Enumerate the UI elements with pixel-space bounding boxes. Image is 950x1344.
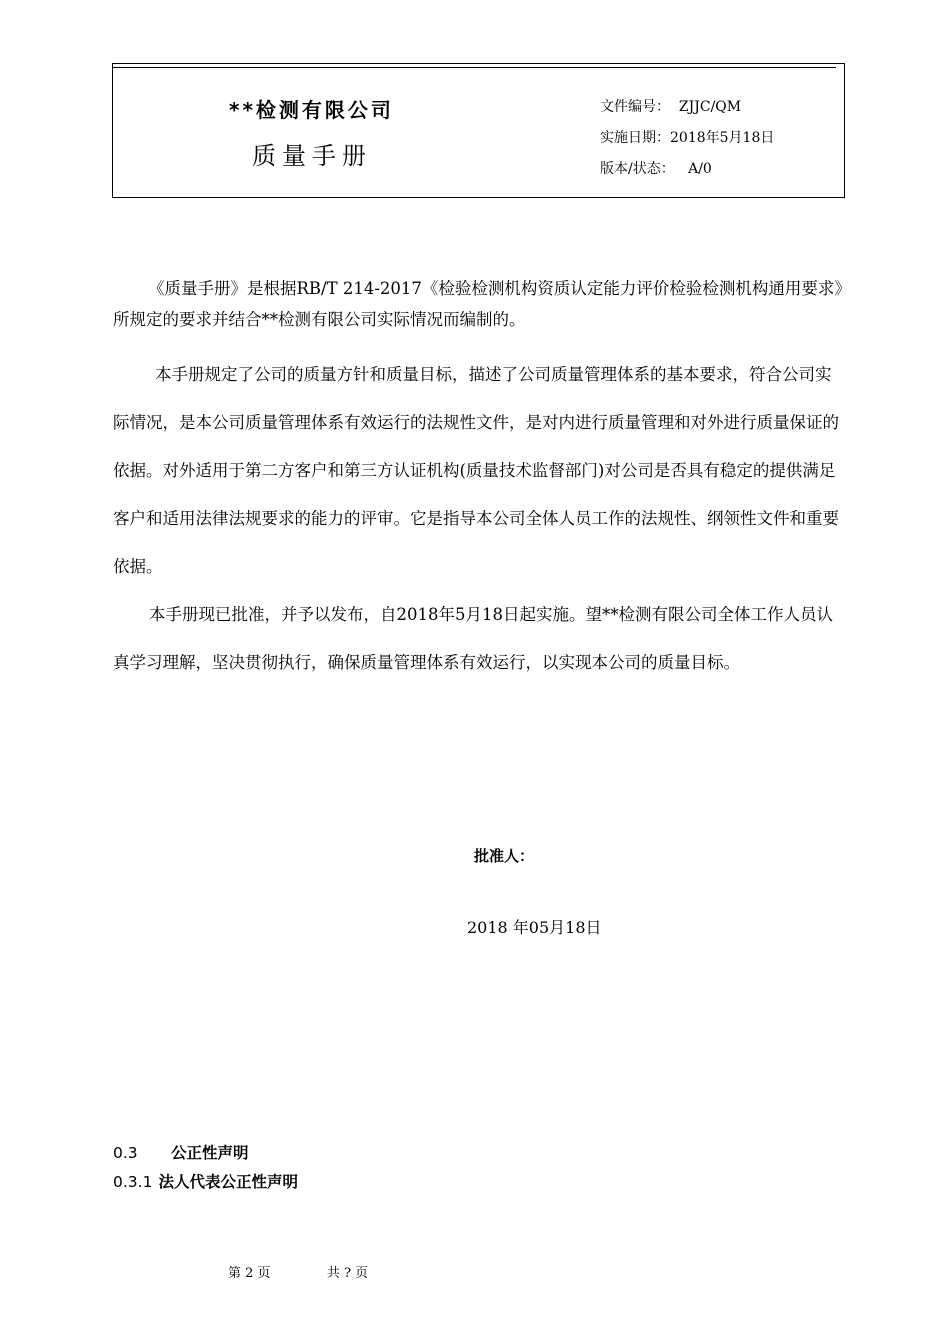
section-number: 0.3	[113, 1144, 138, 1162]
page-total: 共 ? 页	[326, 1266, 369, 1281]
scope-paragraph: 本手册规定了公司的质量方针和质量目标，描述了公司质量管理体系的基本要求，符合公司实际情况，是本公司质量管理体系有效运行的法规性文件，是对内进行质量管理和对外进行质量保证的依据。对外适用于第二方客户和第三方认证机构(质量技术监督部门)对公司是否具有稳定的提供满足客户和适用法律法规要求的能力的评审。它是指导本公司全体人员工作的法规性、纲领性文件和重要依据。	[113, 364, 839, 576]
approver-label: 批准人：	[474, 847, 535, 865]
doc-number-value: ZJJC/QM	[678, 99, 742, 115]
company-name: **检测有限公司	[229, 98, 394, 122]
document-header	[112, 63, 845, 198]
page-number: 第 2 页	[228, 1266, 271, 1281]
section-title: 法人代表公正性声明	[158, 1173, 298, 1191]
page-footer	[228, 1262, 368, 1281]
section-title: 公正性声明	[171, 1144, 249, 1162]
header-top-rule	[113, 67, 836, 68]
doc-number-row	[600, 92, 774, 123]
document-meta	[600, 92, 774, 185]
version-row	[600, 154, 774, 185]
section-number: 0.3.1	[113, 1173, 153, 1191]
impl-date-label: 实施日期：	[600, 130, 670, 146]
version-value: A/0	[688, 161, 712, 177]
intro-paragraph: 《质量手册》是根据RB/T 214-2017《检验检测机构资质认定能力评价检验检测机构通用要求》所规定的要求并结合**检测有限公司实际情况而编制的。	[113, 278, 843, 329]
manual-title: 质量手册	[252, 142, 372, 170]
impl-date-value: 2018年5月18日	[670, 130, 775, 146]
section-heading-0-3-1	[113, 1170, 298, 1192]
doc-number-label: 文件编号：	[600, 99, 670, 115]
approval-paragraph: 本手册现已批准，并予以发布，自2018年5月18日起实施。望**检测有限公司全体工作人员认真学习理解，坚决贯彻执行，确保质量管理体系有效运行，以实现本公司的质量目标。	[113, 604, 833, 672]
approval-date: 2018 年05月18日	[467, 918, 602, 937]
section-heading-0-3	[113, 1141, 249, 1163]
version-label: 版本/状态：	[600, 161, 675, 177]
impl-date-row	[600, 123, 774, 154]
